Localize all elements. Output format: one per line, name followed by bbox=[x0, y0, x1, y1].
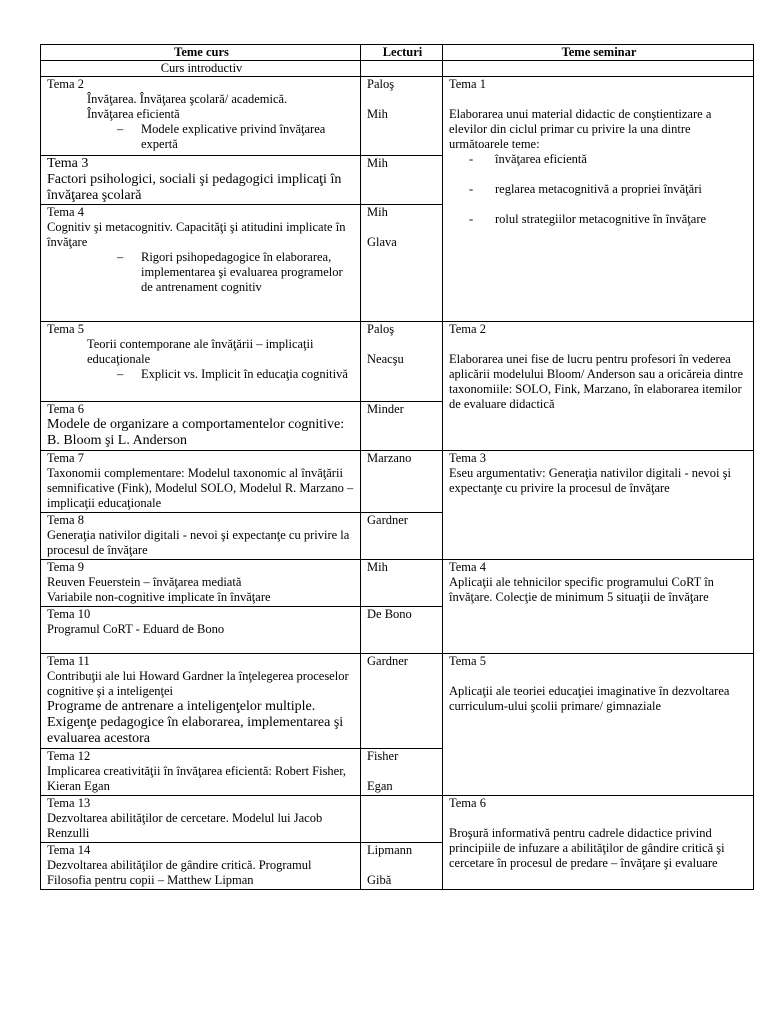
seminar-cell-tema-4 bbox=[443, 560, 754, 654]
reading-author: Mih bbox=[367, 107, 388, 121]
course-title: Tema 5 bbox=[47, 322, 84, 336]
course-text: Cognitiv şi metacognitiv. Capacităţi şi atitudini implicate în învăţare bbox=[47, 220, 346, 249]
course-title: Tema 14 bbox=[47, 843, 91, 857]
readings-cell-tema-11 bbox=[361, 654, 443, 749]
reading-author: Minder bbox=[367, 402, 404, 416]
seminar-title: Tema 6 bbox=[449, 796, 486, 810]
seminar-text: Aplicaţii ale teoriei educaţiei imaginative în dezvoltarea curriculum-ului şcolii primare/ gimnaziale bbox=[449, 684, 730, 713]
dash-marker: - bbox=[469, 212, 474, 226]
seminar-cell-tema-2 bbox=[443, 322, 754, 451]
intro-course: Curs introductiv bbox=[41, 61, 361, 77]
readings-cell-tema-4 bbox=[361, 205, 443, 322]
readings-cell-tema-9 bbox=[361, 560, 443, 607]
course-cell-tema-4 bbox=[41, 205, 361, 322]
course-text: Învăţarea. Învăţarea şcolară/ academică. bbox=[87, 92, 288, 106]
readings-cell-tema-14 bbox=[361, 843, 443, 890]
course-text: Implicarea creativităţii în învăţarea eficientă: Robert Fisher, Kieran Egan bbox=[47, 764, 347, 793]
course-title: Tema 10 bbox=[47, 607, 91, 621]
bullet-item bbox=[449, 212, 749, 227]
bullet-text: reglarea metacognitivă a propriei învăţări bbox=[495, 182, 702, 196]
course-text: Taxonomii complementare: Modelul taxonomic al învăţării semnificative (Fink), Modelul SOLO, Modelul R. Marzano – implicaţii educaţionale bbox=[47, 466, 354, 510]
seminar-text: Elaborarea unei fise de lucru pentru profesori în vederea aplicării modelului Bloom/ Anderson sau a oricăreia dintre taxonomiile: SOLO, Fink, Marzano, în elaborarea itemilor de evaluare didactică bbox=[449, 352, 744, 411]
reading-author: Egan bbox=[367, 779, 393, 793]
reading-author: Lipmann bbox=[367, 843, 413, 857]
header-readings: Lecturi bbox=[361, 45, 443, 61]
course-text: Factori psihologici, sociali şi pedagogici implicaţi în învăţarea şcolară bbox=[47, 172, 342, 203]
course-cell-tema-2 bbox=[41, 77, 361, 156]
header-course-topics: Teme curs bbox=[41, 45, 361, 61]
seminar-title: Tema 5 bbox=[449, 654, 486, 668]
reading-author: Mih bbox=[367, 156, 388, 170]
reading-author: Paloş bbox=[367, 322, 395, 336]
dash-marker: – bbox=[117, 122, 124, 136]
course-text: Teorii contemporane ale învăţării – implicaţii educaţionale bbox=[87, 337, 314, 366]
course-text: Modele de organizare a comportamentelor cognitive: B. Bloom şi L. Anderson bbox=[47, 417, 345, 448]
header-row bbox=[41, 45, 754, 61]
course-schedule-table bbox=[40, 44, 754, 890]
course-title: Tema 11 bbox=[47, 654, 90, 668]
seminar-title: Tema 4 bbox=[449, 560, 486, 574]
seminar-text: Eseu argumentativ: Generaţia nativilor digitali - nevoi şi expectanţe cu privire la procesul de învăţare bbox=[449, 466, 731, 495]
course-cell-tema-5 bbox=[41, 322, 361, 402]
seminar-cell-tema-5 bbox=[443, 654, 754, 796]
header-seminar-topics: Teme seminar bbox=[443, 45, 754, 61]
reading-author: Marzano bbox=[367, 451, 412, 465]
bullet-text: învăţarea eficientă bbox=[495, 152, 587, 166]
course-text: Învăţarea eficientă bbox=[87, 107, 180, 121]
seminar-title: Tema 2 bbox=[449, 322, 486, 336]
course-title: Tema 6 bbox=[47, 402, 84, 416]
reading-author: Mih bbox=[367, 205, 388, 219]
course-cell-tema-13 bbox=[41, 796, 361, 843]
seminar-title: Tema 1 bbox=[449, 77, 486, 91]
readings-cell-tema-7 bbox=[361, 451, 443, 513]
reading-author: Mih bbox=[367, 560, 388, 574]
course-cell-tema-8 bbox=[41, 513, 361, 560]
table-row-intro bbox=[41, 61, 754, 77]
intro-seminar-empty bbox=[443, 61, 754, 77]
course-cell-tema-3 bbox=[41, 156, 361, 205]
course-text: Dezvoltarea abilităţilor de cercetare. Modelul lui Jacob Renzulli bbox=[47, 811, 323, 840]
table-row-tema-2 bbox=[41, 77, 754, 156]
bullet-item bbox=[449, 152, 749, 167]
table-row-tema-5 bbox=[41, 322, 754, 402]
dash-marker: - bbox=[469, 182, 474, 196]
course-title: Tema 4 bbox=[47, 205, 84, 219]
bullet-item bbox=[47, 250, 356, 295]
course-cell-tema-10 bbox=[41, 607, 361, 654]
reading-author: Glava bbox=[367, 235, 397, 249]
course-title: Tema 13 bbox=[47, 796, 91, 810]
readings-cell-tema-2 bbox=[361, 77, 443, 156]
course-text: Variabile non-cognitive implicate în învăţare bbox=[47, 590, 271, 604]
course-text: Programe de antrenare a inteligenţelor multiple. Exigenţe pedagogice în elaborarea, implementarea şi evaluarea acestora bbox=[47, 699, 344, 746]
reading-author: Gibă bbox=[367, 873, 392, 887]
course-cell-tema-14 bbox=[41, 843, 361, 890]
course-title: Tema 9 bbox=[47, 560, 84, 574]
readings-cell-tema-10 bbox=[361, 607, 443, 654]
bullet-text: Explicit vs. Implicit în educaţia cognitivă bbox=[141, 367, 348, 381]
course-text: Generaţia nativilor digitali - nevoi şi expectanţe cu privire la procesul de învăţare bbox=[47, 528, 350, 557]
reading-author: Fisher bbox=[367, 749, 399, 763]
dash-marker: - bbox=[469, 152, 474, 166]
reading-author: Neacşu bbox=[367, 352, 404, 366]
reading-author: Gardner bbox=[367, 513, 408, 527]
reading-author: Paloş bbox=[367, 77, 395, 91]
course-title: Tema 8 bbox=[47, 513, 84, 527]
readings-cell-tema-8 bbox=[361, 513, 443, 560]
course-text: Programul CoRT - Eduard de Bono bbox=[47, 622, 225, 636]
course-text: Reuven Feuerstein – învăţarea mediată bbox=[47, 575, 242, 589]
dash-marker: – bbox=[117, 250, 124, 264]
bullet-text: rolul strategiilor metacognitive în învăţare bbox=[495, 212, 707, 226]
seminar-title: Tema 3 bbox=[449, 451, 486, 465]
table-row-tema-11 bbox=[41, 654, 754, 749]
readings-cell-tema-3 bbox=[361, 156, 443, 205]
bullet-item bbox=[47, 122, 356, 152]
course-text: Dezvoltarea abilităţilor de gândire critică. Programul Filosofia pentru copii – Matthew Lipman bbox=[47, 858, 312, 887]
course-title: Tema 3 bbox=[47, 156, 89, 171]
seminar-cell-tema-3 bbox=[443, 451, 754, 560]
course-cell-tema-6 bbox=[41, 402, 361, 451]
seminar-text: Elaborarea unui material didactic de conştientizare a elevilor din ciclul primar cu privire la una dintre următoarele teme: bbox=[449, 107, 712, 151]
reading-author: Gardner bbox=[367, 654, 408, 668]
readings-cell-tema-13 bbox=[361, 796, 443, 843]
bullet-text: Rigori psihopedagogice în elaborarea, implementarea şi evaluarea programelor de antrenament cognitiv bbox=[141, 250, 343, 294]
bullet-item bbox=[449, 182, 749, 197]
seminar-text: Broşură informativă pentru cadrele didactice privind principiile de infuzare a abilităţilor de gândire critică şi cercetare în procesul de predare – învăţare şi evaluare bbox=[449, 826, 725, 870]
course-title: Tema 12 bbox=[47, 749, 91, 763]
course-cell-tema-11 bbox=[41, 654, 361, 749]
seminar-cell-tema-6 bbox=[443, 796, 754, 890]
readings-cell-tema-6 bbox=[361, 402, 443, 451]
course-cell-tema-12 bbox=[41, 749, 361, 796]
dash-marker: – bbox=[117, 367, 124, 381]
seminar-cell-tema-1 bbox=[443, 77, 754, 322]
readings-cell-tema-12 bbox=[361, 749, 443, 796]
readings-cell-tema-5 bbox=[361, 322, 443, 402]
table-row-tema-13 bbox=[41, 796, 754, 843]
course-cell-tema-9 bbox=[41, 560, 361, 607]
bullet-item bbox=[47, 367, 356, 382]
course-cell-tema-7 bbox=[41, 451, 361, 513]
course-title: Tema 2 bbox=[47, 77, 84, 91]
reading-author: De Bono bbox=[367, 607, 412, 621]
intro-readings-empty bbox=[361, 61, 443, 77]
table-row-tema-7 bbox=[41, 451, 754, 513]
course-text: Contribuţii ale lui Howard Gardner la înţelegerea proceselor cognitive şi a inteligenţei bbox=[47, 669, 349, 698]
course-title: Tema 7 bbox=[47, 451, 84, 465]
bullet-text: Modele explicative privind învăţarea expertă bbox=[141, 122, 326, 151]
table-row-tema-9 bbox=[41, 560, 754, 607]
seminar-text: Aplicaţii ale tehnicilor specific programului CoRT în învăţare. Colecţie de minimum 5 situaţii de învăţare bbox=[449, 575, 714, 604]
